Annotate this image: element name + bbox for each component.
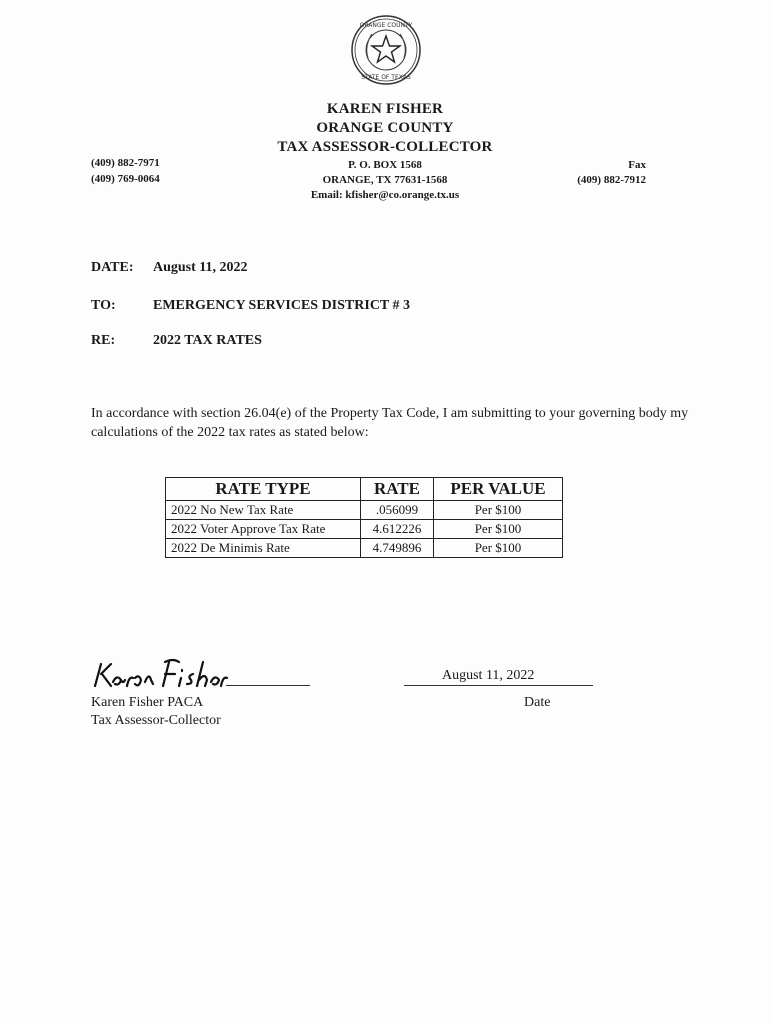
to-value: EMERGENCY SERVICES DISTRICT # 3: [153, 298, 411, 313]
header-city: ORANGE, TX 77631-1568: [322, 174, 448, 186]
date-line: [404, 685, 593, 686]
signer-title: Tax Assessor-Collector: [91, 713, 221, 728]
table-row: [166, 501, 563, 520]
column-header: RATE: [361, 478, 434, 501]
to-label: TO:: [91, 298, 116, 313]
svg-text:STATE OF TEXAS: STATE OF TEXAS: [361, 74, 411, 81]
date-value: August 11, 2022: [153, 260, 248, 275]
column-header: RATE TYPE: [166, 478, 361, 501]
fax-label: Fax: [628, 159, 646, 171]
rate-cell: .056099: [361, 501, 434, 520]
per-value-cell: Per $100: [434, 520, 563, 539]
signature-date: August 11, 2022: [442, 668, 535, 683]
per-value-cell: Per $100: [434, 501, 563, 520]
signature-date-label: Date: [524, 695, 551, 710]
phone-number: (409) 769-0064: [91, 173, 160, 185]
table-header-row: [166, 478, 563, 501]
tax-rates-table: [165, 477, 563, 558]
fax-number: (409) 882-7912: [577, 174, 646, 186]
rate-type-cell: 2022 Voter Approve Tax Rate: [166, 520, 361, 539]
header-po-box: P. O. BOX 1568: [348, 159, 422, 171]
header-name: KAREN FISHER: [326, 101, 444, 117]
table-row: [166, 539, 563, 558]
rate-type-cell: 2022 De Minimis Rate: [166, 539, 361, 558]
table-row: [166, 520, 563, 539]
signer-name: Karen Fisher PACA: [91, 695, 204, 710]
body-paragraph: In accordance with section 26.04(e) of the Property Tax Code, I am submitting to your governing body my calculations of the 2022 tax rates as stated below:: [91, 406, 689, 440]
date-label: DATE:: [91, 260, 134, 275]
phone-number: (409) 882-7971: [91, 157, 160, 169]
handwritten-signature: [89, 656, 319, 696]
re-label: RE:: [91, 333, 116, 348]
header-office: TAX ASSESSOR-COLLECTOR: [277, 139, 493, 155]
signature-line: [226, 685, 310, 686]
header-county: ORANGE COUNTY: [316, 120, 454, 136]
rate-type-cell: 2022 No New Tax Rate: [166, 501, 361, 520]
re-value: 2022 TAX RATES: [153, 333, 262, 348]
per-value-cell: Per $100: [434, 539, 563, 558]
rate-cell: 4.749896: [361, 539, 434, 558]
county-seal-icon: [350, 14, 422, 86]
header-email: Email: kfisher@co.orange.tx.us: [310, 189, 460, 201]
svg-text:ORANGE COUNTY: ORANGE COUNTY: [359, 22, 413, 29]
rate-cell: 4.612226: [361, 520, 434, 539]
column-header: PER VALUE: [434, 478, 563, 501]
